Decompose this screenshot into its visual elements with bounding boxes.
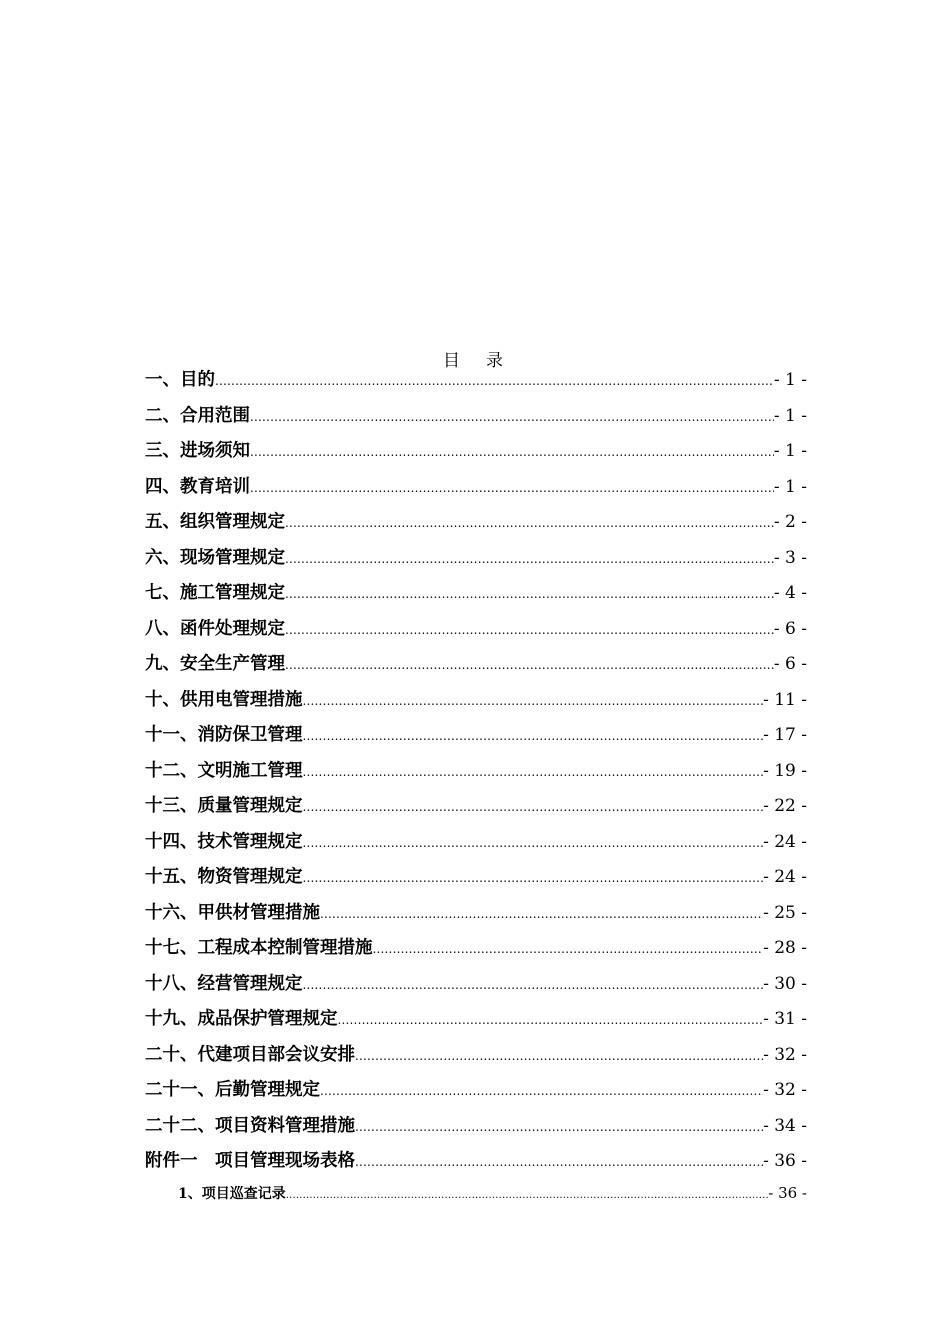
toc-entry-label: 六、现场管理规定 — [145, 547, 285, 568]
toc-entry[interactable] — [145, 1112, 807, 1148]
toc-entry-label: 十五、物资管理规定 — [145, 867, 303, 887]
table-of-contents — [145, 366, 807, 1215]
toc-leader — [285, 623, 774, 637]
toc-leader — [355, 1155, 763, 1169]
toc-entry-page: - 6 - — [773, 618, 807, 639]
toc-entry-label: 十二、文明施工管理 — [145, 760, 303, 781]
toc-entry-label: 十一、消防保卫管理 — [145, 725, 303, 745]
toc-entry[interactable] — [145, 828, 807, 864]
toc-entry[interactable] — [145, 1076, 807, 1112]
toc-leader — [215, 374, 774, 388]
toc-entry-page: - 1 - — [773, 441, 807, 461]
toc-leader — [250, 410, 774, 424]
toc-entry[interactable] — [145, 721, 807, 757]
toc-entry-page: - 11 - — [763, 689, 807, 710]
toc-entry-page: - 1 - — [773, 405, 807, 426]
toc-entry-page: - 2 - — [773, 512, 807, 532]
toc-leader — [250, 445, 774, 459]
toc-entry-label: 十、供用电管理措施 — [145, 689, 303, 710]
toc-entry-label: 八、函件处理规定 — [145, 618, 285, 639]
toc-entry-page: - 1 - — [773, 370, 807, 390]
toc-entry-page: - 24 - — [763, 831, 807, 852]
toc-leader — [285, 587, 774, 601]
toc-leader — [285, 552, 774, 566]
toc-leader — [355, 1120, 763, 1134]
toc-leader — [303, 871, 764, 885]
toc-entry[interactable] — [145, 1147, 807, 1183]
toc-entry[interactable] — [145, 1041, 807, 1077]
toc-entry[interactable] — [145, 366, 807, 402]
toc-entry-label: 二十二、项目资料管理措施 — [145, 1115, 355, 1136]
toc-entry-page: - 3 - — [773, 547, 807, 568]
toc-entry-label: 十六、甲供材管理措施 — [145, 902, 320, 923]
toc-entry-label: 1、项目巡查记录 — [178, 1185, 286, 1202]
toc-entry-page: - 36 - — [768, 1183, 807, 1202]
toc-leader — [303, 694, 764, 708]
toc-entry-page: - 1 - — [773, 476, 807, 497]
toc-sub-entry[interactable] — [145, 1183, 807, 1215]
toc-entry-label: 五、组织管理规定 — [145, 512, 285, 532]
toc-leader — [286, 1190, 768, 1201]
toc-entry[interactable] — [145, 899, 807, 935]
toc-leader — [338, 1013, 764, 1027]
toc-leader — [285, 658, 774, 672]
toc-entry-page: - 31 - — [763, 1009, 807, 1029]
toc-leader — [355, 1049, 763, 1063]
toc-leader — [250, 481, 774, 495]
toc-leader — [303, 836, 764, 850]
toc-entry-page: - 36 - — [763, 1151, 807, 1171]
toc-entry-page: - 25 - — [763, 902, 807, 923]
toc-leader — [303, 800, 764, 814]
toc-entry[interactable] — [145, 863, 807, 899]
toc-entry-page: - 24 - — [763, 867, 807, 887]
toc-entry-label: 二十、代建项目部会议安排 — [145, 1044, 355, 1065]
toc-entry-label: 九、安全生产管理 — [145, 654, 285, 674]
toc-entry-label: 二、合用范围 — [145, 405, 250, 426]
toc-entry[interactable] — [145, 402, 807, 438]
toc-entry[interactable] — [145, 970, 807, 1006]
toc-entry[interactable] — [145, 757, 807, 793]
toc-entry-label: 十三、质量管理规定 — [145, 796, 303, 816]
toc-leader — [303, 765, 764, 779]
toc-entry-label: 十七、工程成本控制管理措施 — [145, 938, 373, 958]
toc-entry-page: - 28 - — [763, 938, 807, 958]
toc-leader — [320, 907, 763, 921]
toc-leader — [320, 1084, 763, 1098]
toc-entry-label: 一、目的 — [145, 370, 215, 390]
toc-entry[interactable] — [145, 437, 807, 473]
toc-entry-page: - 32 - — [763, 1080, 807, 1100]
toc-entry[interactable] — [145, 792, 807, 828]
toc-entry-label: 二十一、后勤管理规定 — [145, 1080, 320, 1100]
toc-entry[interactable] — [145, 544, 807, 580]
toc-title: 目录 — [443, 351, 529, 371]
toc-entry-page: - 32 - — [763, 1044, 807, 1065]
toc-entry-page: - 17 - — [763, 725, 807, 745]
toc-leader — [303, 978, 764, 992]
toc-entry-page: - 30 - — [763, 973, 807, 994]
toc-entry-page: - 6 - — [773, 654, 807, 674]
toc-entry[interactable] — [145, 686, 807, 722]
toc-leader — [285, 516, 774, 530]
toc-entry-label: 四、教育培训 — [145, 476, 250, 497]
toc-entry-page: - 19 - — [763, 760, 807, 781]
toc-entry-label: 七、施工管理规定 — [145, 583, 285, 603]
toc-entry[interactable] — [145, 615, 807, 651]
toc-entry[interactable] — [145, 1005, 807, 1041]
toc-entry-page: - 34 - — [763, 1115, 807, 1136]
toc-entry-label: 三、进场须知 — [145, 441, 250, 461]
toc-entry-label: 十九、成品保护管理规定 — [145, 1009, 338, 1029]
toc-entry-label: 十八、经营管理规定 — [145, 973, 303, 994]
toc-leader — [373, 942, 764, 956]
toc-entry[interactable] — [145, 579, 807, 615]
toc-entry-label: 十四、技术管理规定 — [145, 831, 303, 852]
toc-entry-page: - 4 - — [773, 583, 807, 603]
toc-entry[interactable] — [145, 650, 807, 686]
toc-leader — [303, 729, 764, 743]
toc-entry[interactable] — [145, 934, 807, 970]
toc-entry-page: - 22 - — [763, 796, 807, 816]
toc-entry[interactable] — [145, 473, 807, 509]
toc-entry[interactable] — [145, 508, 807, 544]
toc-entry-label: 附件一 项目管理现场表格 — [145, 1151, 355, 1171]
